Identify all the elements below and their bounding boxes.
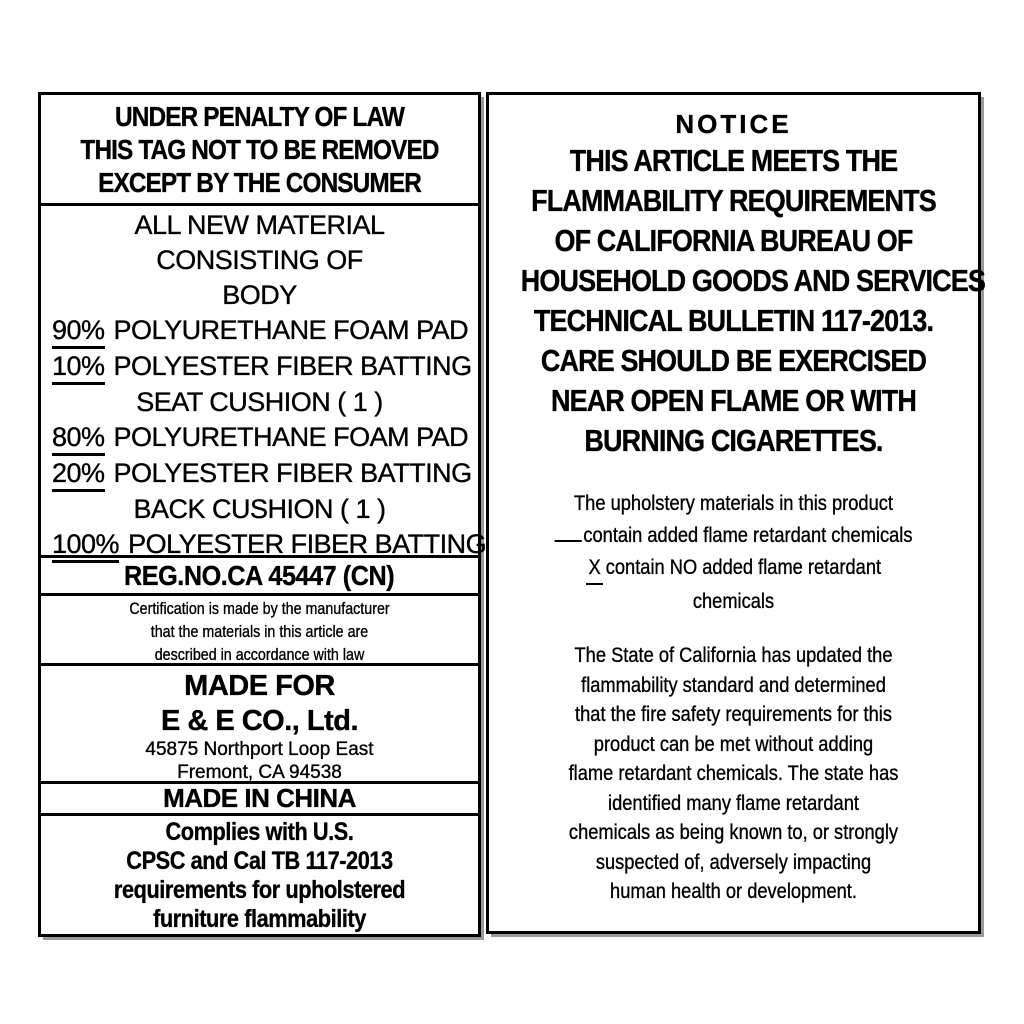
made-for-section (41, 663, 478, 781)
company-address-line: 45875 Northport Loop East (145, 739, 374, 760)
material-name: POLYESTER FIBER BATTING (113, 458, 472, 488)
notice-title: NOTICE (675, 109, 792, 139)
statement-line: BURNING CIGARETTES. (584, 423, 883, 458)
state-paragraph-line: chemicals as being known to, or strongly (568, 820, 899, 844)
state-paragraph-line: identified many flame retardant (608, 790, 859, 815)
state-paragraph-line: product can be met without adding (593, 731, 874, 756)
certification-line: that the materials in this article are (150, 622, 369, 641)
checked-option-label: contain NO added flame retardant (605, 555, 882, 579)
state-paragraph-line: suspected of, adversely impacting (595, 849, 872, 874)
material-row (41, 420, 478, 456)
compliance-line: requirements for upholstered (113, 876, 406, 904)
material-percent: 90% (52, 315, 105, 349)
disclosure-option-checked (526, 551, 942, 585)
certification-section (41, 593, 478, 663)
material-percent: 100% (52, 529, 119, 563)
statement-line: THIS ARTICLE MEETS THE (569, 143, 898, 178)
material-percent: 10% (52, 351, 105, 385)
certification-line: described in accordance with law (154, 645, 365, 664)
notice-panel (486, 92, 985, 934)
statement-line: FLAMMABILITY REQUIREMENTS (531, 183, 936, 218)
company-address-line: Fremont, CA 94538 (177, 762, 342, 783)
state-paragraph-line: human health or development. (610, 879, 857, 903)
statement-line: NEAR OPEN FLAME OR WITH (550, 383, 917, 418)
material-row (41, 349, 478, 385)
flammability-statement (489, 141, 985, 461)
registration-number-section (41, 555, 478, 593)
law-tag-panel (38, 92, 487, 937)
penalty-line: EXCEPT BY THE CONSUMER (98, 167, 421, 198)
compliance-section (41, 813, 478, 934)
state-paragraph-line: flame retardant chemicals. The state has (568, 761, 899, 785)
material-percent: 80% (52, 422, 105, 456)
material-name: POLYESTER FIBER BATTING (128, 529, 487, 559)
material-percent: 20% (52, 458, 105, 492)
state-of-california-paragraph (489, 641, 978, 907)
statement-line: HOUSEHOLD GOODS AND SERVICES (520, 263, 985, 298)
statement-line: CARE SHOULD BE EXERCISED (540, 343, 927, 378)
disclosure-intro: The upholstery materials in this product (574, 491, 893, 515)
statement-line: OF CALIFORNIA BUREAU OF (554, 223, 913, 258)
state-paragraph-line: flammability standard and determined (581, 672, 886, 697)
x-checkmark: X (586, 551, 603, 585)
materials-intro-line: CONSISTING OF (156, 245, 363, 275)
disclosure-option-unchecked (526, 519, 942, 551)
registration-number: REG.NO.CA 45447 (CN) (124, 559, 395, 591)
state-paragraph-line: that the fire safety requirements for this (575, 702, 892, 726)
material-group-heading: BACK CUSHION ( 1 ) (133, 494, 386, 524)
unchecked-option-label: contain added flame retardant chemicals (583, 523, 913, 547)
state-paragraph-line: The State of California has updated the (574, 643, 893, 667)
material-name: POLYESTER FIBER BATTING (113, 351, 472, 381)
material-group-heading: BODY (222, 280, 297, 310)
compliance-line: CPSC and Cal TB 117-2013 (126, 847, 393, 875)
penalty-line: UNDER PENALTY OF LAW (115, 101, 404, 132)
material-name: POLYURETHANE FOAM PAD (113, 315, 469, 345)
material-row (41, 313, 478, 349)
checked-option-wrap-line: chemicals (692, 589, 775, 613)
material-group-heading: SEAT CUSHION ( 1 ) (136, 387, 383, 417)
material-name: POLYURETHANE FOAM PAD (113, 422, 469, 452)
company-name: E & E CO., Ltd. (160, 705, 359, 737)
country-of-origin: MADE IN CHINA (163, 783, 356, 813)
compliance-line: furniture flammability (153, 905, 366, 933)
flame-retardant-disclosure (489, 487, 978, 617)
material-row (41, 456, 478, 492)
certification-line: Certification is made by the manufacturer (129, 599, 390, 618)
blank-checkline (554, 520, 581, 542)
statement-line: TECHNICAL BULLETIN 117-2013. (533, 303, 934, 338)
country-of-origin-section (41, 781, 478, 813)
made-for-heading: MADE FOR (184, 670, 335, 702)
materials-section (41, 203, 487, 559)
penalty-section (41, 95, 478, 203)
penalty-line: THIS TAG NOT TO BE REMOVED (80, 134, 439, 165)
compliance-line: Complies with U.S. (165, 818, 354, 846)
materials-intro-line: ALL NEW MATERIAL (134, 210, 385, 240)
